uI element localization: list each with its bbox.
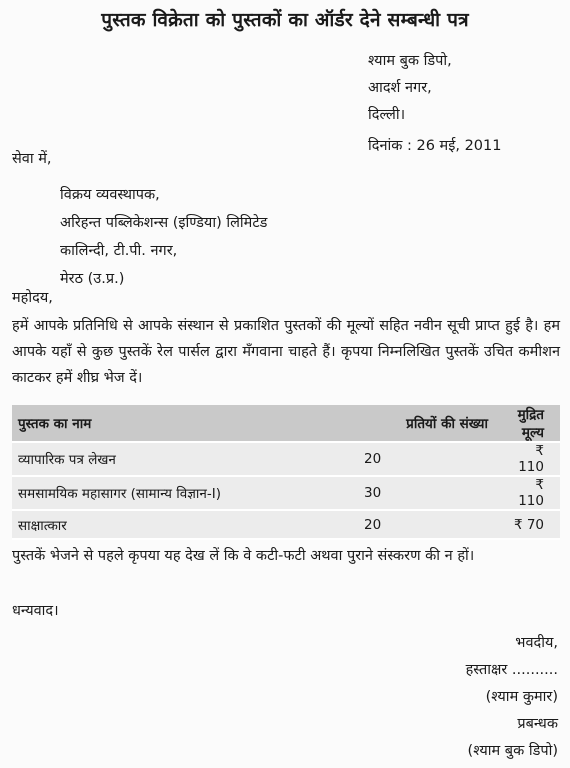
- sender-line: दिल्ली।: [368, 107, 406, 123]
- salutation: सेवा में,: [12, 151, 52, 167]
- sender-line: आदर्श नगर,: [368, 80, 432, 96]
- greeting: महोदय,: [12, 290, 53, 306]
- book-name-cell: व्यापारिक पत्र लेखन: [12, 442, 324, 476]
- table-row: [12, 442, 560, 476]
- table-row: [12, 476, 560, 510]
- signature-block: [466, 630, 558, 765]
- letter-date: दिनांक : 26 मई, 2011: [368, 138, 502, 154]
- signature-line: प्रबन्धक: [517, 716, 558, 732]
- signature-line: भवदीय,: [515, 635, 558, 651]
- order-table: [12, 405, 560, 540]
- column-header-price: मुद्रित मूल्य: [500, 405, 560, 442]
- body-paragraph: हमें आपके प्रतिनिधि से आपके संस्थान से प्रकाशित पुस्तकों की मूल्यों सहित नवीन सूची प्राप्त हुई है। हम आपके यहाँ से कुछ पुस्तकें रेल पार्सल द्वारा मँगवाना चाहते हैं। कृपया निम्नलिखित पुस्तकें उचित कमीशन काटकर हमें शीघ्र भेज दें।: [12, 318, 560, 386]
- signature-line: हस्ताक्षर ..........: [465, 662, 558, 678]
- recipient-line: विक्रय व्यवस्थापक,: [60, 187, 160, 203]
- recipient-address: [60, 181, 267, 293]
- recipient-line: कालिन्दी, टी.पी. नगर,: [60, 243, 178, 259]
- book-name-cell: साक्षात्कार: [12, 510, 324, 539]
- recipient-line: मेरठ (उ.प्र.): [60, 271, 125, 287]
- column-header-copies: प्रतियों की संख्या: [324, 405, 500, 442]
- sender-address: [368, 48, 501, 160]
- letter-title: पुस्तक विक्रेता को पुस्तकों का ऑर्डर देने सम्बन्धी पत्र: [101, 9, 469, 31]
- thanks-line: धन्यवाद।: [12, 603, 59, 619]
- table-header-row: [12, 405, 560, 442]
- price-cell: ₹ 110: [500, 442, 560, 476]
- copies-cell: 30: [324, 476, 500, 510]
- book-name-cell: समसामयिक महासागर (सामान्य विज्ञान-I): [12, 476, 324, 510]
- price-cell: ₹ 110: [500, 476, 560, 510]
- signature-line: (श्याम कुमार): [485, 689, 558, 705]
- column-header-book-name: पुस्तक का नाम: [12, 405, 324, 442]
- copies-cell: 20: [324, 510, 500, 539]
- copies-cell: 20: [324, 442, 500, 476]
- signature-line: (श्याम बुक डिपो): [467, 743, 558, 759]
- recipient-line: अरिहन्त पब्लिकेशन्स (इण्डिया) लिमिटेड: [60, 215, 268, 231]
- table-row: [12, 510, 560, 539]
- price-cell: ₹ 70: [500, 510, 560, 539]
- sender-line: श्याम बुक डिपो,: [368, 53, 452, 69]
- closing-paragraph: पुस्तकें भेजने से पहले कृपया यह देख लें कि वे कटी-फटी अथवा पुराने संस्करण की न हों।: [12, 548, 475, 564]
